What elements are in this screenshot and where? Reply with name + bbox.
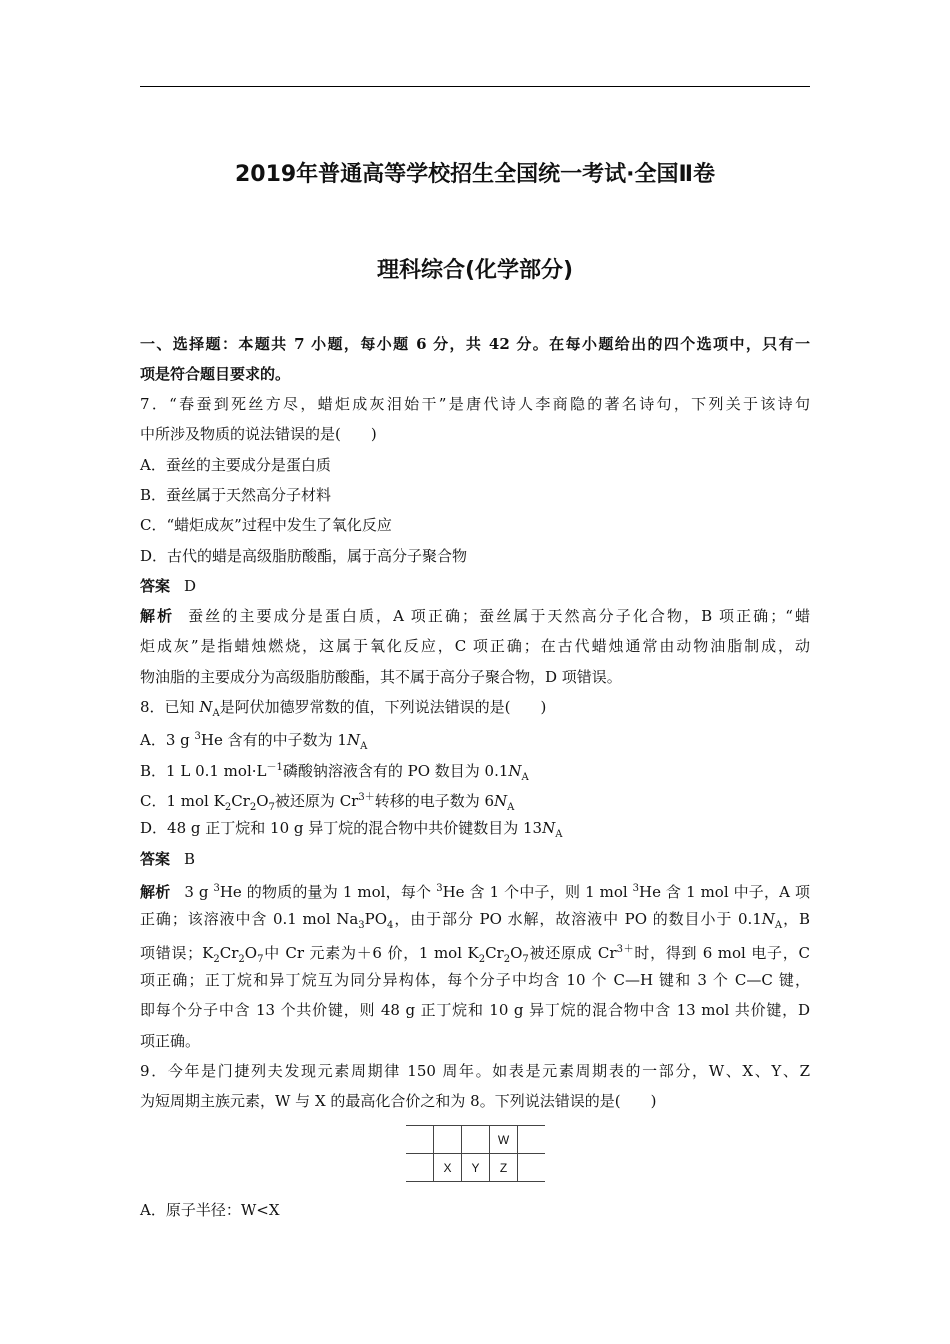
answer-label: 答案 xyxy=(140,850,171,868)
top-rule xyxy=(140,86,810,87)
q8-analysis-line4: 项正确；正丁烷和异丁烷互为同分异构体，每个分子中均含 10 个 C—H 键和 3 个 C—C 键， xyxy=(140,971,810,989)
q7-stem-line2: 中所涉及物质的说法错误的是( ) xyxy=(140,425,377,443)
q8-analysis-line5: 即每个分子中含 13 个共价键，则 48 g 正丁烷和 10 g 异丁烷的混合物中含 13 mol 共价键，D xyxy=(140,1001,810,1019)
q8-stem: 8．已知 $N_A$是阿伏加德罗常数的值，下列说法错误的是( ) xyxy=(140,698,547,719)
q7-stem-line1: 7．“春蚕到死丝方尽，蜡炬成灰泪始干”是唐代诗人李商隐的著名诗句，下列关于该诗句 xyxy=(140,395,810,413)
table-cell: X xyxy=(434,1154,462,1182)
periodic-table-fragment xyxy=(406,1125,545,1182)
q7-option-d: D．古代的蜡是高级脂肪酸酯，属于高分子聚合物 xyxy=(140,547,468,565)
q7-analysis-line2: 炬成灰”是指蜡烛燃烧，这属于氧化反应，C 项正确；在古代蜡烛通常由动物油脂制成，动 xyxy=(140,637,810,655)
analysis-text: 蚕丝的主要成分是蛋白质，A 项正确；蚕丝属于天然高分子化合物，B 项正确；“蜡 xyxy=(188,607,810,625)
q8-option-d: D．48 g 正丁烷和 10 g 异丁烷的混合物中共价键数目为 $13N_A$ xyxy=(140,819,563,840)
q8-option-c: C．1 mol $K_2Cr_2O_7$被还原为 $Cr^{3+}$转移的电子数为 $6N_A$ xyxy=(140,792,515,813)
table-cell: W xyxy=(490,1126,518,1154)
q8-analysis-line6: 项正确。 xyxy=(140,1032,201,1050)
q7-answer xyxy=(140,576,810,596)
q9-option-a: A．原子半径：W<X xyxy=(140,1201,280,1219)
analysis-label: 解析 xyxy=(140,883,171,901)
table-cell xyxy=(462,1126,490,1154)
q7-option-c: C．“蜡炬成灰”过程中发生了氧化反应 xyxy=(140,516,392,534)
q8-option-a: A．3 g $^3$He 含有的中子数为 $1N_A$ xyxy=(140,731,368,752)
q8-analysis-line1: 解析 3 g $^3$He 的物质的量为 1 mol，每个 $^3$He 含 1 个中子，则 1 mol $^3$He 含 1 mol 中子，A 项 xyxy=(140,883,810,901)
q7-option-b: B．蚕丝属于天然高分子材料 xyxy=(140,486,332,504)
answer-label: 答案 xyxy=(140,577,171,595)
answer-value: B xyxy=(184,850,196,868)
table-row xyxy=(406,1126,545,1154)
answer-value: D xyxy=(184,577,197,595)
q9-stem-line2: 为短周期主族元素，W 与 X 的最高化合价之和为 8。下列说法错误的是( ) xyxy=(140,1092,657,1110)
table-cell xyxy=(518,1154,546,1182)
q9-stem-line1: 9．今年是门捷列夫发现元素周期律 150 周年。如表是元素周期表的一部分，W、X、Y、Z xyxy=(140,1062,810,1080)
q8-analysis-line2: 正确；该溶液中含 0.1 mol $Na_3PO_4$，由于部分 PO 水解，故溶液中 PO 的数目小于 $0.1N_A$，B xyxy=(140,910,810,931)
table-cell xyxy=(518,1126,546,1154)
analysis-label: 解析 xyxy=(140,607,175,625)
q8-answer xyxy=(140,849,810,869)
page-subtitle: 理科综合(化学部分) xyxy=(376,258,574,283)
q7-analysis-line3: 物油脂的主要成分为高级脂肪酸酯，其不属于高分子聚合物，D 项错误。 xyxy=(140,668,622,686)
table-cell xyxy=(434,1126,462,1154)
page-title: 2019年普通高等学校招生全国统一考试·全国Ⅱ卷 xyxy=(234,162,716,187)
q8-analysis-line3: 项错误；$K_2Cr_2O_7$中 Cr 元素为＋6 价，1 mol $K_2Cr_2O_7$被还原成 $Cr^{3+}$时，得到 6 mol 电子，C xyxy=(140,944,810,965)
table-cell: Y xyxy=(462,1154,490,1182)
q7-option-a: A．蚕丝的主要成分是蛋白质 xyxy=(140,456,331,474)
q8-option-b: B．1 L 0.1 $mol\cdot L^{-1}$磷酸钠溶液含有的 PO 数目为 $0.1N_A$ xyxy=(140,762,529,783)
q7-analysis-line1 xyxy=(140,606,810,626)
table-row xyxy=(406,1154,545,1182)
section-heading-line1: 一、选择题：本题共 7 小题，每小题 6 分，共 42 分。在每小题给出的四个选项中，只有一 xyxy=(140,335,810,353)
table-cell: Z xyxy=(490,1154,518,1182)
section-heading-line2: 项是符合题目要求的。 xyxy=(140,365,291,383)
table-cell xyxy=(406,1154,434,1182)
table-cell xyxy=(406,1126,434,1154)
